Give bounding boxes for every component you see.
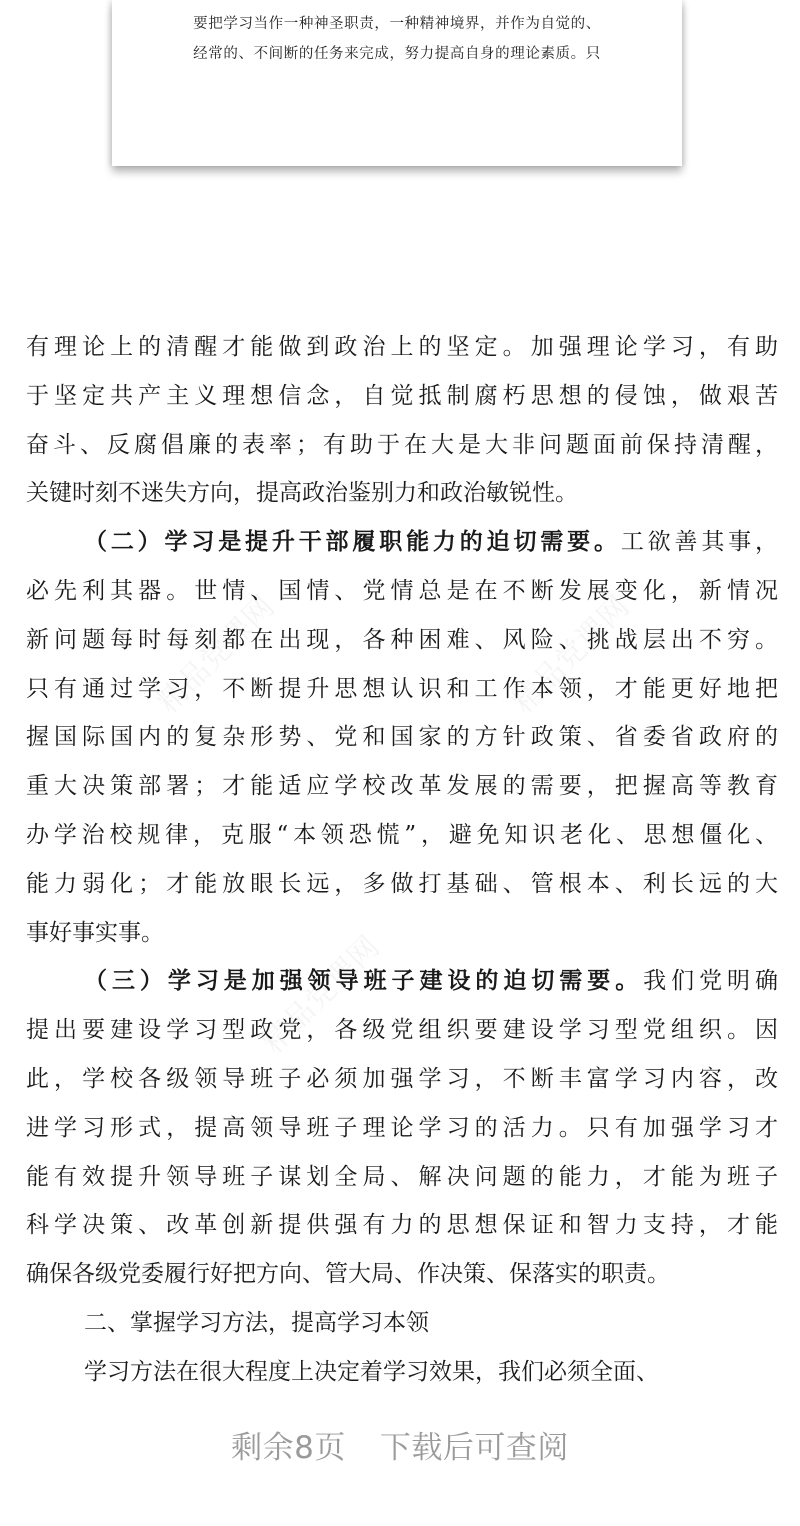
paragraph-line: 有理论上的清醒才能做到政治上的坚定。加强理论学习，有助	[26, 334, 778, 360]
section-2-first-line	[26, 518, 778, 567]
previous-page-preview	[112, 0, 682, 166]
remaining-pages-text[interactable]: 剩余8页	[231, 1430, 346, 1466]
paragraph-line: 于坚定共产主义理想信念，自觉抵制腐朽思想的侵蚀，做艰苦	[26, 382, 778, 409]
paragraph-line: 只有通过学习，不断提升思想认识和工作本领，才能更好地把	[26, 675, 778, 702]
paragraph-line: 科学决策、改革创新提供强有力的思想保证和智力支持，才能	[26, 1212, 778, 1239]
paragraph-line: 事好事实事。	[26, 919, 164, 946]
document-body	[26, 323, 778, 1397]
paragraph-line: 确保各级党委履行好把方向、管大局、作决策、保落实的职责。	[26, 1261, 670, 1288]
paragraph-line: 进学习形式，提高领导班子理论学习的活力。只有加强学习才	[26, 1114, 778, 1141]
paragraph-line: 学习方法在很大程度上决定着学习效果，我们必须全面、	[84, 1358, 659, 1385]
section-3-first-rest: 我们党明确	[643, 968, 778, 995]
download-prompt-banner[interactable]	[0, 1420, 800, 1476]
section-2-first-rest: 工欲善其事，	[620, 529, 778, 556]
paragraph-line: 新问题每时每刻都在出现，各种困难、风险、挑战层出不穷。	[26, 626, 778, 653]
paragraph-line: 提出要建设学习型政党，各级党组织要建设学习型党组织。因	[26, 1017, 778, 1044]
paragraph-line: 握国际国内的复杂形势、党和国家的方针政策、省委省政府的	[26, 724, 778, 751]
paragraph-line: 必先利其器。世情、国情、党情总是在不断发展变化，新情况	[26, 577, 778, 604]
section-3-first-line	[26, 957, 778, 1006]
paragraph-line: 此，学校各级领导班子必须加强学习，不断丰富学习内容，改	[26, 1065, 778, 1092]
section-3-heading: （三）学习是加强领导班子建设的迫切需要。	[84, 967, 644, 995]
part-2-heading: 二、掌握学习方法，提高学习本领	[84, 1309, 429, 1336]
paragraph-line: 关键时刻不迷失方向，提高政治鉴别力和政治敏锐性。	[26, 480, 578, 507]
paragraph-line: 办学治校规律，克服“本领恐慌”，避免知识老化、思想僵化、	[26, 821, 778, 848]
section-2-heading: （二）学习是提升干部履职能力的迫切需要。	[84, 528, 621, 556]
paragraph-line: 能力弱化；才能放眼长远，多做打基础、管根本、利长远的大	[26, 870, 778, 897]
download-to-view-link[interactable]: 下载后可查阅	[379, 1430, 569, 1466]
paragraph-line: 能有效提升领导班子谋划全局、解决问题的能力，才能为班子	[26, 1163, 778, 1190]
preview-line-2: 经常的、不间断的任务来完成，努力提高自身的理论素质。只	[193, 46, 601, 62]
preview-line-1: 要把学习当作一种神圣职责，一种精神境界，并作为自觉的、	[193, 16, 601, 32]
paragraph-line: 奋斗、反腐倡廉的表率；有助于在大是大非问题面前保持清醒，	[26, 431, 778, 458]
paragraph-line: 重大决策部署；才能适应学校改革发展的需要，把握高等教育	[26, 773, 778, 800]
